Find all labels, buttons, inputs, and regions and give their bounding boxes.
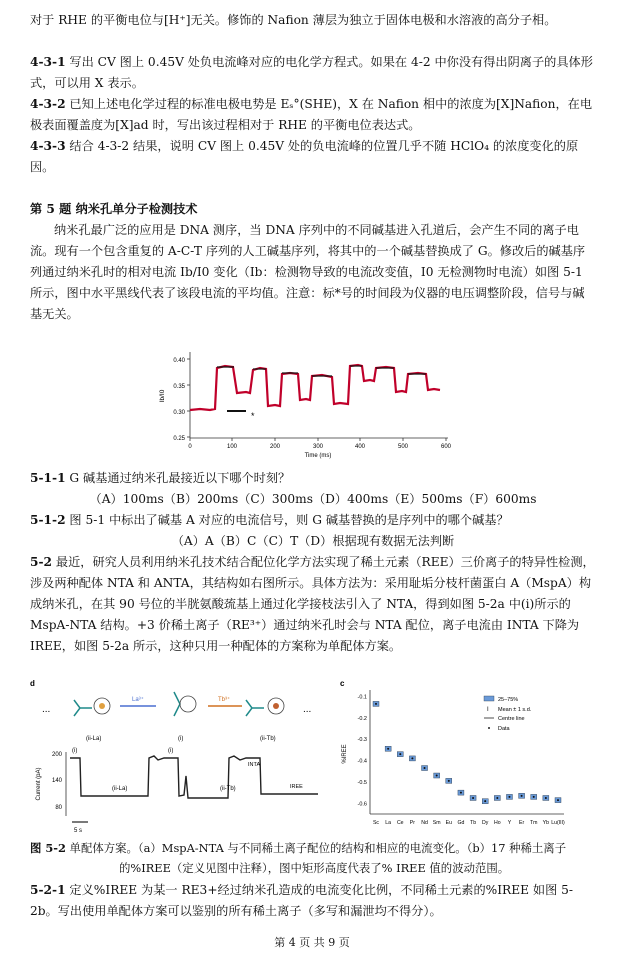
fig52b-xtick: Eu <box>445 820 452 826</box>
fig52b-point <box>533 796 535 798</box>
fig52a-ytick: 140 <box>51 778 62 784</box>
fig52b-legend: 25–75% <box>498 697 519 703</box>
fig51-xtick: 300 <box>312 444 324 450</box>
fig52a-ion-la: La³⁺ <box>132 697 144 703</box>
fig52b-point <box>399 753 401 755</box>
fig52b-ylabel: %IREE <box>342 744 348 764</box>
fig52a-ytick: 200 <box>51 752 62 758</box>
fig52a-dots: ... <box>303 704 312 715</box>
fig51-ytick: 0.25 <box>173 436 185 442</box>
fig52b-point <box>375 703 377 705</box>
fig51-trace <box>190 365 440 410</box>
fig51-ytick: 0.30 <box>173 410 185 416</box>
question-5-2: 5-2 最近，研究人员利用纳米孔技术结合配位化学方法实现了稀土元素（REE）三价离子的特异性检测，涉及两种配体 NTA 和 ANTA，其结构如右图所示。具体方法为：采用耻垢分枝杆菌蛋白 A（MspA）构成纳米孔，在其 90 号位的半胱氨酸巯基上通过化学接枝法引入了 NTA，得到如图 5-2a 中(i)所示的 MspA-NTA 结构。+3 价稀土离子（RE³⁺）通过纳米孔时会与 NTA 配位，离子电流由 INTA 下降为 IREE，如图 5-2a 所示，这种只用一种配体的方案称为单配体方案。 <box>30 555 595 653</box>
fig51-xtick: 0 <box>188 444 192 450</box>
fig51-xtick: 400 <box>354 444 366 450</box>
fig52a-panel-label: d <box>30 679 35 688</box>
fig52b-point <box>545 797 547 799</box>
fig52a-ylabel: Current (pA) <box>36 767 42 801</box>
page-footer: 第 4 页 共 9 页 <box>274 936 350 949</box>
fig52b-point <box>436 775 438 777</box>
fig52a-trace-label: (ii-Tb) <box>220 786 236 792</box>
fig52a-trace-label: (i) <box>72 748 78 754</box>
fig52b-xtick: Gd <box>457 820 465 826</box>
question-5-2-1: 5-2-1 定义%IREE 为某一 RE3+经过纳米孔造成的电流变化比例，不同稀土元素的%IREE 如图 5-2b。写出使用单配体方案可以鉴别的所有稀土离子（多写和漏泄均不得分）。 <box>30 883 574 918</box>
fig52a-structure <box>174 692 180 716</box>
figure-5-1 <box>150 346 460 464</box>
fig52b-ytick: -0.5 <box>357 779 367 786</box>
fig52a-trace-label: INTA <box>248 762 261 768</box>
fig52b-legend: Centre line <box>498 716 525 722</box>
fig52b-xtick: Lu(III) <box>551 820 565 826</box>
fig52b-point <box>387 748 389 750</box>
fig52b-point <box>424 767 426 769</box>
fig52b-xtick: Ho <box>494 820 501 826</box>
fig52b-point <box>472 797 474 799</box>
fig52a-scale-label: 5 s <box>74 828 83 834</box>
fig52a-structure <box>246 700 264 716</box>
fig51-xtick: 200 <box>269 444 281 450</box>
fig52b-xtick: Tm <box>529 820 538 826</box>
fig52b-xtick: Sm <box>432 820 441 826</box>
fig52b-xtick: Nd <box>421 820 428 826</box>
fig51-ytick: 0.35 <box>173 384 185 390</box>
fig52b-point <box>557 799 559 801</box>
fig52a-struct-label: (ii-Tb) <box>260 736 276 742</box>
svg-text:I: I <box>487 707 489 713</box>
figure-5-2-caption-1: 图 5-2 单配体方案。（a）MspA-NTA 与不同稀土离子配位的结构和相应的电流变化。（b）17 种稀土离子 <box>30 841 567 855</box>
question-5-1-1-options: （A）100ms（B）200ms（C）300ms（D）400ms（E）500ms（F）600ms <box>89 492 537 506</box>
fig52b-ytick: -0.4 <box>357 758 367 765</box>
fig51-xtick: 100 <box>226 444 238 450</box>
fig52a-trace-label: (ii-La) <box>112 786 128 792</box>
fig51-ylabel: Ib/I0 <box>159 389 166 403</box>
fig52b-point <box>411 757 413 759</box>
fig52a-dots: ... <box>42 704 51 715</box>
fig52a-current-trace <box>70 756 318 798</box>
fig51-xlabel: Time (ms) <box>304 453 332 459</box>
fig52b-xtick: Y <box>507 820 512 826</box>
fig52b-legend: Mean ± 1 s.d. <box>498 707 532 713</box>
fig52b-ytick: -0.1 <box>357 694 367 701</box>
fig52b-xtick: La <box>385 820 392 826</box>
fig52b-xtick: Pr <box>409 820 415 826</box>
fig52b-legend: Data <box>498 726 510 732</box>
fig51-xtick: 500 <box>397 444 409 450</box>
figure-5-2b <box>336 676 576 836</box>
figure-5-2-caption-2: 的%IREE（定义见图中注释），图中矩形高度代表了% IREE 值的波动范围。 <box>119 861 510 875</box>
intro-paragraph: 对于 RHE 的平衡电位与[H⁺]无关。修饰的 Nafion 薄层为独立于固体电极和水溶液的高分子相。 <box>30 13 557 27</box>
fig52b-xtick: Sc <box>372 820 380 826</box>
fig52b-xtick: Ce <box>396 820 404 826</box>
question-4-3-3: 4-3-3 结合 4-3-2 结果，说明 CV 图上 0.45V 处的负电流峰的位置几乎不随 HClO₄ 的浓度变化的原因。 <box>30 139 579 174</box>
section-5-title: 第 5 题 纳米孔单分子检测技术 <box>30 202 198 216</box>
fig51-star: * <box>251 411 255 421</box>
fig52a-struct-label: (i) <box>178 736 184 742</box>
section-5-paragraph: 纳米孔最广泛的应用是 DNA 测序，当 DNA 序列中的不同碱基进入孔道后，会产生不同的离子电流。现有一个包含重复的 A-C-T 序列的人工碱基序列，将其中的一个碱基替换成了 G。修改后的碱基序列通过纳米孔时的相对电流 Ib/I0 变化（Ib：检测物导致的电流改变值，I0 无检测物时电流）如图 5-1 所示，图中水平黑线代表了该段电流的平均值。注意：标*号的时间段为仪器的电压调整阶段，信号与碱基无关。 <box>30 223 586 321</box>
fig52b-xtick: Er <box>519 820 525 826</box>
question-5-1-2: 5-1-2 图 5-1 中标出了碱基 A 对应的电流信号，则 G 碱基替换的是序列中的哪个碱基？ <box>30 513 509 527</box>
question-4-3-2: 4-3-2 已知上述电化学过程的标准电极电势是 Eₛ°(SHE)，X 在 Nafion 相中的浓度为[X]Nafion，在电极表面覆盖度为[X]ad 时，写出该过程相对于 RHE 的平衡电位表达式。 <box>30 97 593 132</box>
fig52a-trace-label: IREE <box>290 784 303 790</box>
fig52b-xtick: Tb <box>470 820 477 826</box>
fig52b-xtick: Yb <box>542 820 550 826</box>
fig52a-ion-tb: Tb³⁺ <box>218 697 231 703</box>
fig52b-point <box>448 780 450 782</box>
fig52b-ytick: -0.3 <box>357 737 367 744</box>
fig52a-trace-label: (i) <box>168 748 174 754</box>
fig52b-point <box>508 796 510 798</box>
fig52a-ytick: 80 <box>55 805 62 811</box>
fig51-ytick: 0.40 <box>173 358 185 364</box>
fig52b-point <box>521 795 523 797</box>
question-5-1-1: 5-1-1 G 碱基通过纳米孔最接近以下哪个时刻？ <box>30 471 291 485</box>
fig51-xtick: 600 <box>440 444 452 450</box>
fig52b-point <box>496 797 498 799</box>
fig52b-xtick: Dy <box>482 820 489 826</box>
question-4-3-1: 4-3-1 写出 CV 图上 0.45V 处负电流峰对应的电化学方程式。如果在 4-2 中你没有得出阴离子的具体形式，可以用 X 表示。 <box>30 55 593 90</box>
fig52b-panel-label: c <box>340 679 345 688</box>
fig52b-ytick: -0.2 <box>357 715 367 722</box>
fig52b-point <box>460 792 462 794</box>
question-5-1-2-options: （A）A（B）C（C）T（D）根据现有数据无法判断 <box>171 534 455 548</box>
fig52a-structure <box>74 700 92 716</box>
fig52b-ytick: -0.6 <box>357 801 367 808</box>
fig52a-struct-label: (ii-La) <box>86 736 102 742</box>
fig52b-point <box>484 800 486 802</box>
figure-5-2a <box>28 676 328 836</box>
